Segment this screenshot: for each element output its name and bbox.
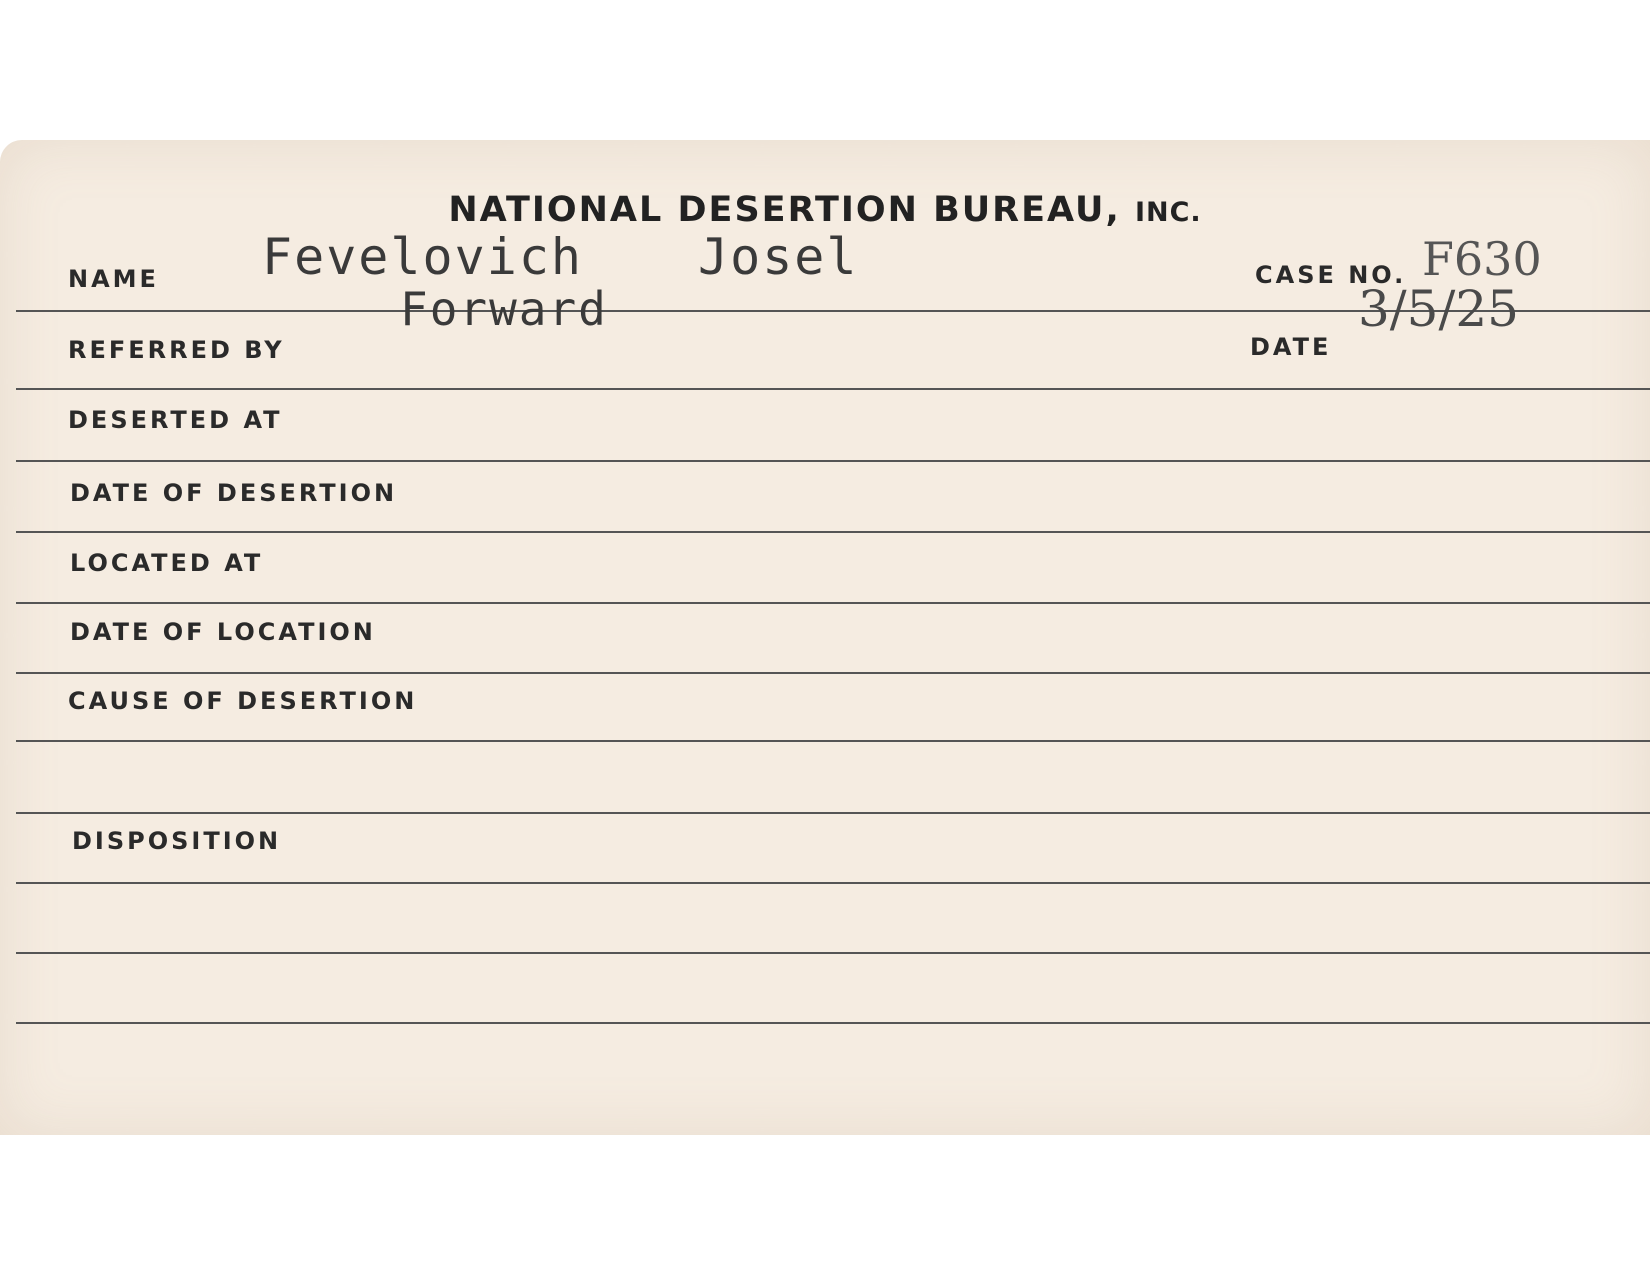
card-title-main: NATIONAL DESERTION BUREAU, <box>448 190 1121 230</box>
cause-of-desertion-rule-2 <box>16 812 1650 814</box>
date-value: 3/5/25 <box>1358 280 1519 338</box>
date-label: DATE <box>1250 333 1332 361</box>
case-no-value: F630 <box>1422 232 1542 286</box>
index-card <box>0 140 1650 1135</box>
name-surname-value: Fevelovich <box>262 228 584 286</box>
disposition-label: DISPOSITION <box>72 827 282 855</box>
card-title <box>0 190 1650 230</box>
date-of-location-rule <box>16 672 1650 674</box>
name-given-value: Josel <box>698 228 859 286</box>
name-label: NAME <box>68 265 159 293</box>
disposition-rule-3 <box>16 1022 1650 1024</box>
referred-by-rule <box>16 388 1650 390</box>
located-at-label: LOCATED AT <box>70 549 264 577</box>
cause-of-desertion-rule <box>16 740 1650 742</box>
date-of-desertion-label: DATE OF DESERTION <box>70 479 398 507</box>
cause-of-desertion-label: CAUSE OF DESERTION <box>68 687 418 715</box>
case-no-label: CASE NO. <box>1255 261 1407 289</box>
date-of-location-label: DATE OF LOCATION <box>70 618 376 646</box>
deserted-at-rule <box>16 460 1650 462</box>
referred-by-value: Forward <box>400 282 608 336</box>
disposition-rule <box>16 882 1650 884</box>
disposition-rule-2 <box>16 952 1650 954</box>
card-title-suffix: INC. <box>1134 197 1202 228</box>
deserted-at-label: DESERTED AT <box>68 406 283 434</box>
referred-by-label: REFERRED BY <box>68 336 285 364</box>
date-of-desertion-rule <box>16 531 1650 533</box>
located-at-rule <box>16 602 1650 604</box>
